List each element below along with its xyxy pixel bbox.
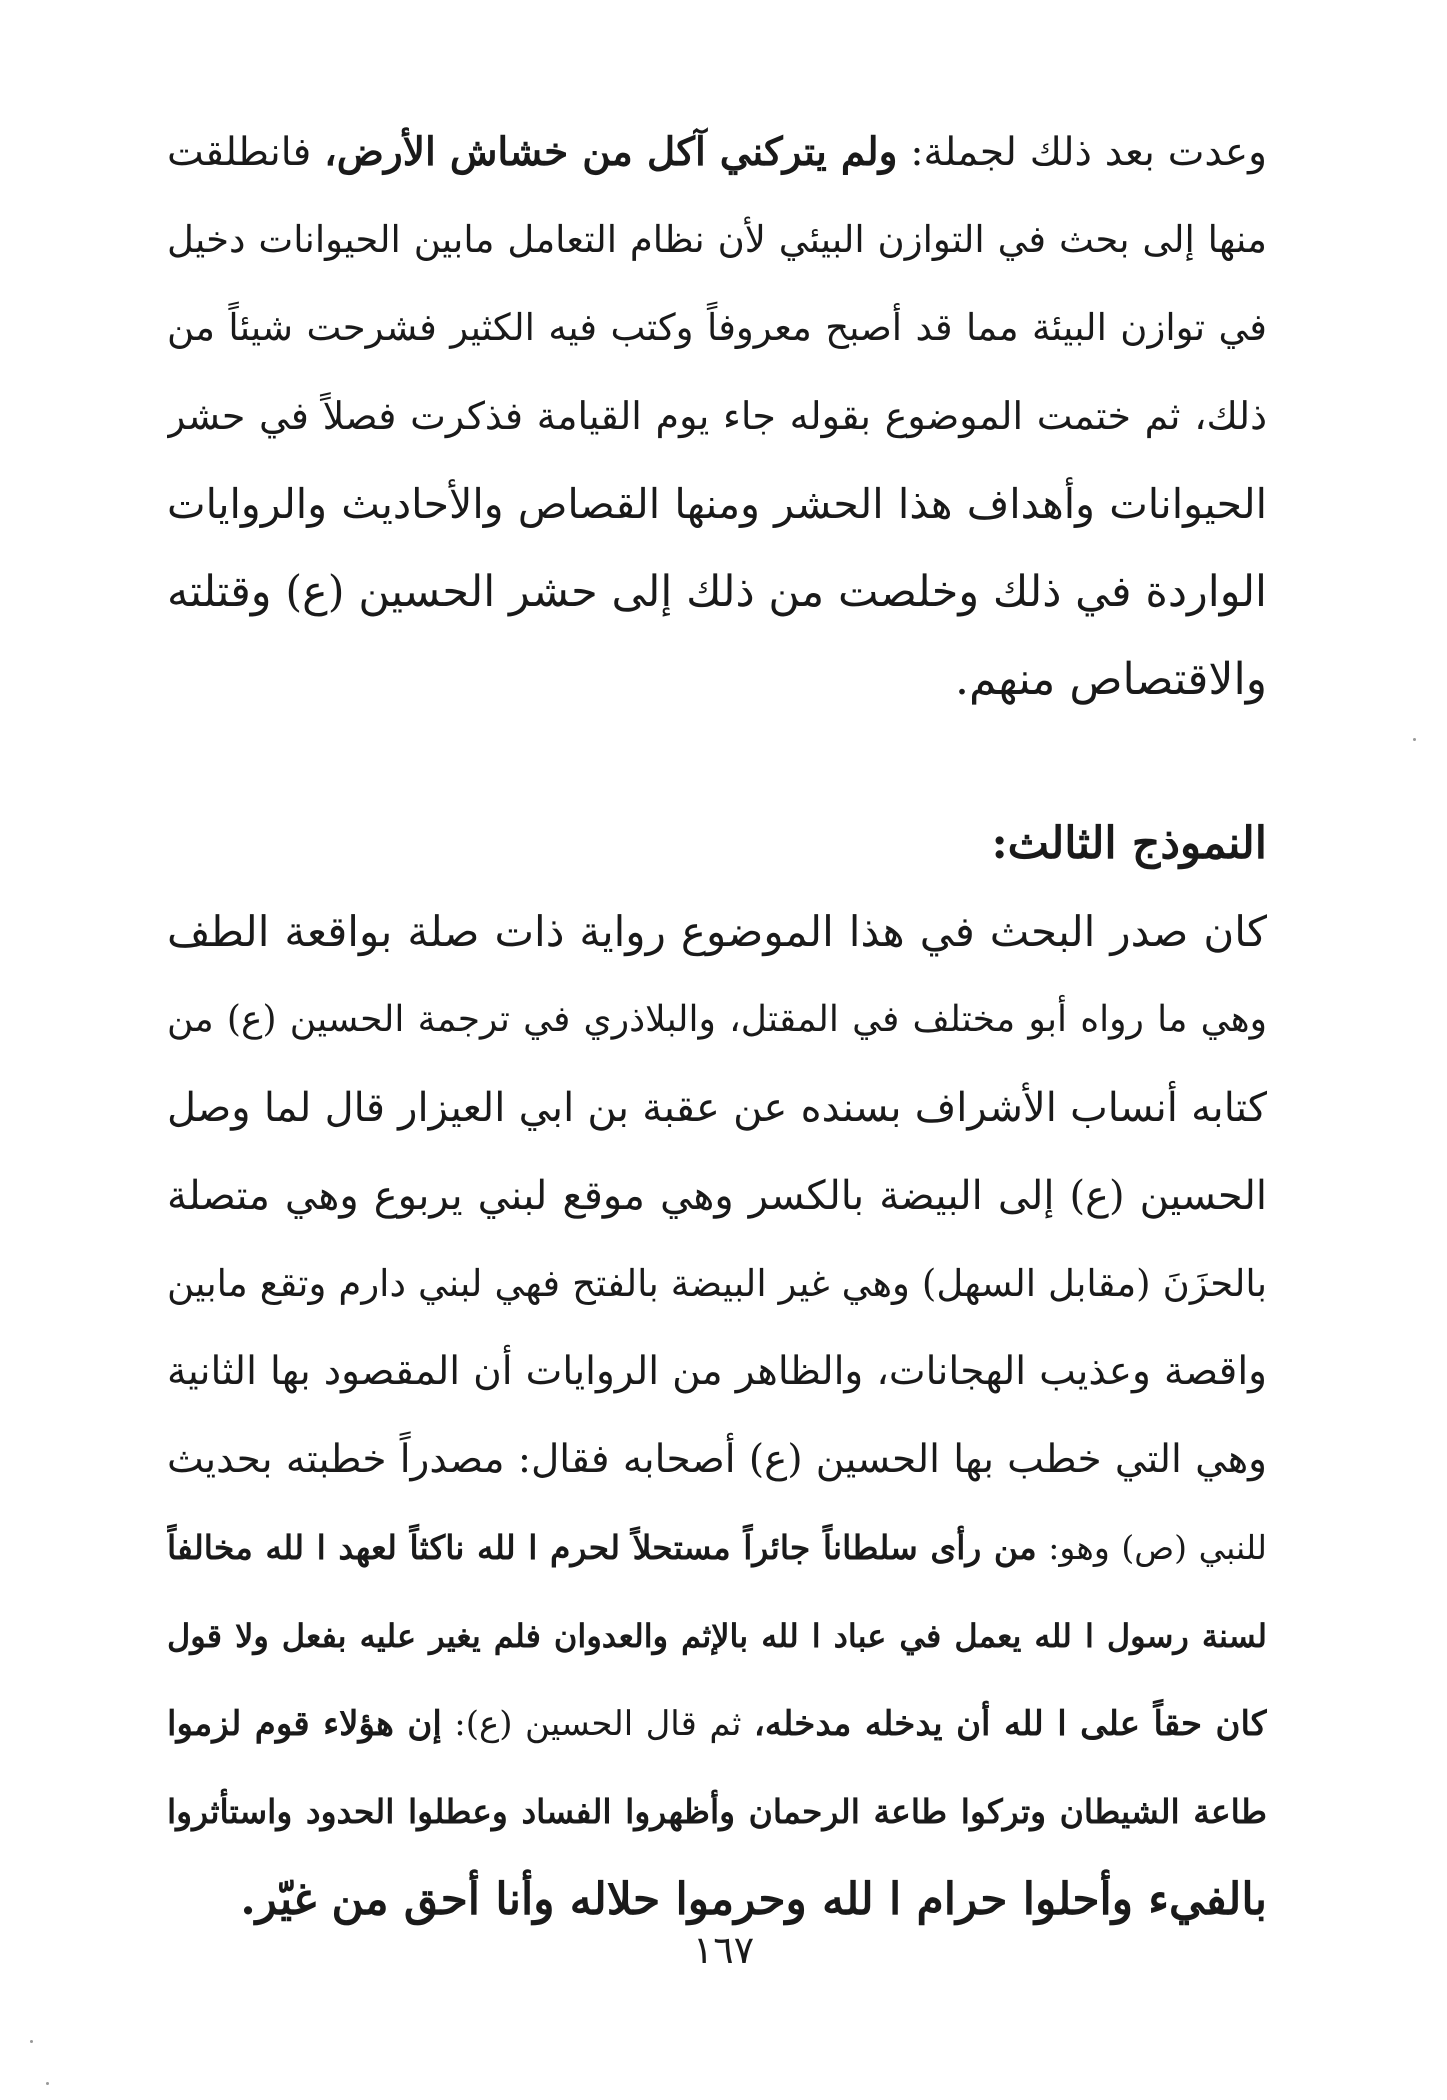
scan-speck — [30, 2040, 33, 2043]
bold-quote: كان حقاً على ا لله أن يدخله مدخله، — [753, 1704, 1267, 1744]
bold-quote: إن هؤلاء قوم لزموا — [167, 1704, 442, 1744]
text-line: كان حقاً على ا لله أن يدخله مدخله، ثم قال الحسين (ع): إن هؤلاء قوم لزموا — [167, 1704, 1267, 1744]
text-line: الواردة في ذلك وخلصت من ذلك إلى حشر الحسين (ع) وقتلته — [167, 567, 1267, 617]
bold-quote-line: لسنة رسول ا لله يعمل في عباد ا لله بالإثم والعدوان فلم يغير عليه بفعل ولا قول — [167, 1617, 1267, 1655]
text-line: كتابه أنساب الأشراف بسنده عن عقبة بن ابي العيزار قال لما وصل — [167, 1085, 1267, 1131]
scan-speck — [46, 2082, 49, 2085]
text-line: الحسين (ع) إلى البيضة بالكسر وهي موقع لبني يربوع وهي متصلة — [167, 1173, 1267, 1219]
text-line: في توازن البيئة مما قد أصبح معروفاً وكتب فيه الكثير فشرحت شيئاً من — [167, 306, 1267, 349]
text-line: واقصة وعذيب الهجانات، والظاهر من الروايات أن المقصود بها الثانية — [167, 1349, 1267, 1394]
text-line: ذلك، ثم ختمت الموضوع بقوله جاء يوم القيامة فذكرت فصلاً في حشر — [167, 394, 1267, 438]
text-line: للنبي (ص) وهو: من رأى سلطاناً جائراً مستحلاً لحرم ا لله ناكثاً لعهد ا لله مخالفاً — [167, 1528, 1267, 1567]
scan-speck — [1413, 738, 1416, 741]
text-line: بالحزَنَ (مقابل السهل) وهي غير البيضة بالفتح فهي لبني دارم وتقع مابين — [167, 1262, 1267, 1305]
page-number: ١٦٧ — [692, 1928, 755, 1972]
bold-quote: ولم يتركني آكل من خشاش الأرض، — [324, 129, 898, 175]
paragraph-2 — [167, 888, 1267, 1944]
text-line: وهي ما رواه أبو مختلف في المقتل، والبلاذري في ترجمة الحسين (ع) من — [167, 999, 1267, 1040]
text-line: منها إلى بحث في التوازن البيئي لأن نظام التعامل مابين الحيوانات دخيل — [167, 218, 1267, 261]
text-line: وعدت بعد ذلك لجملة: ولم يتركني آكل من خشاش الأرض، فانطلقت — [167, 129, 1267, 175]
section-heading: النموذج الثالث: — [991, 818, 1267, 869]
bold-quote-line: بالفيء وأحلوا حرام ا لله وحرموا حلاله وأنا أحق من غيّر. — [240, 1874, 1267, 1925]
bold-quote: من رأى سلطاناً جائراً مستحلاً لحرم ا لله ناكثاً لعهد ا لله مخالفاً — [167, 1528, 1037, 1567]
paragraph-1 — [167, 108, 1267, 724]
text-line: كان صدر البحث في هذا الموضوع رواية ذات صلة بواقعة الطف — [167, 907, 1267, 956]
text-line: الحيوانات وأهداف هذا الحشر ومنها القصاص والأحاديث والروايات — [167, 480, 1267, 528]
bold-quote-line: طاعة الشيطان وتركوا طاعة الرحمان وأظهروا الفساد وعطلوا الحدود واستأثروا — [167, 1792, 1267, 1831]
text-line: والاقتصاص منهم. — [954, 654, 1267, 705]
text-line: وهي التي خطب بها الحسين (ع) أصحابه فقال: مصدراً خطبته بحديث — [167, 1437, 1267, 1482]
